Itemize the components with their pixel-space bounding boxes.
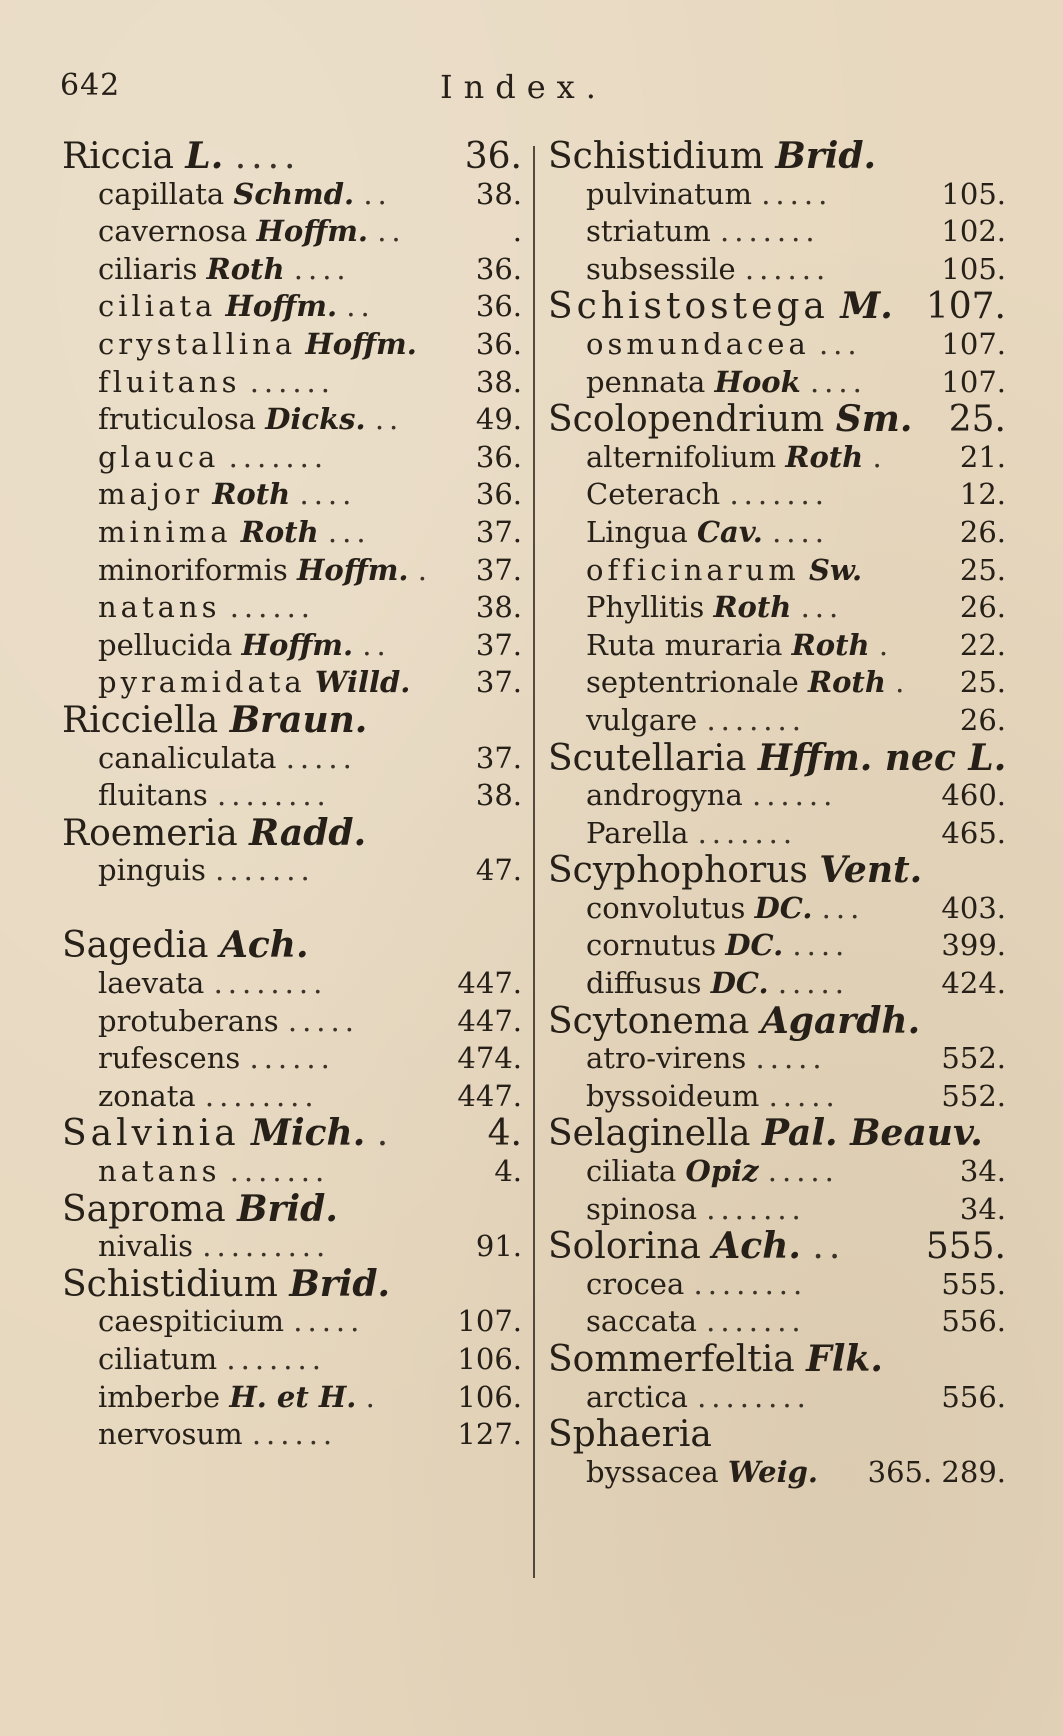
- leader-dots: ...: [818, 326, 862, 361]
- species-entry: [548, 476, 1006, 514]
- genus-entry: [62, 1112, 522, 1155]
- entry-name: androgyna: [586, 778, 743, 813]
- species-entry: [62, 777, 522, 815]
- leader-dots: ....: [809, 364, 867, 399]
- entry-page-number: 37.: [475, 627, 522, 662]
- entry-page-number: 127.: [457, 1417, 522, 1452]
- entry-author: Roth: [240, 514, 319, 549]
- entry-name: cornutus: [586, 928, 717, 963]
- entry-name: fruticulosa: [98, 402, 257, 437]
- entry-name: major: [98, 477, 204, 512]
- entry-author: Brid.: [775, 135, 877, 177]
- leader-dots: ....: [234, 136, 301, 177]
- species-entry: [62, 439, 522, 477]
- entry-author: Roth: [807, 665, 886, 700]
- entry-author: M.: [840, 285, 893, 328]
- species-entry: [548, 213, 1006, 251]
- entry-name: Roemeria: [62, 812, 238, 854]
- genus-entry: [548, 1338, 1006, 1380]
- leader-dots: ..: [362, 627, 391, 662]
- species-entry: [548, 552, 1006, 590]
- entry-author: L.: [185, 135, 224, 177]
- entry-page-number: 37.: [475, 514, 522, 549]
- leader-dots: .: [895, 665, 910, 700]
- species-entry: [548, 589, 1006, 627]
- genus-entry: [62, 811, 522, 854]
- entry-author: Dicks.: [265, 402, 366, 437]
- entry-page-number: 365. 289.: [867, 1454, 1006, 1489]
- species-entry: [62, 401, 522, 439]
- entry-name: laevata: [98, 966, 205, 1001]
- entry-page-number: 106.: [457, 1379, 522, 1414]
- entry-author: Roth: [206, 251, 285, 286]
- entry-name: Schistidium: [548, 136, 764, 177]
- entry-author: Roth: [212, 477, 291, 512]
- entry-author: DC.: [710, 966, 769, 1001]
- species-entry: [62, 1303, 522, 1341]
- entry-page-number: 447.: [457, 966, 522, 1001]
- leader-dots: .......: [228, 439, 329, 474]
- entry-name: fluitans: [98, 364, 241, 399]
- entry-page-number: 36.: [475, 251, 522, 286]
- genus-entry: [62, 698, 522, 741]
- entry-name: ciliatum: [98, 1342, 218, 1376]
- genus-entry: [548, 736, 1007, 779]
- entry-name: Salvinia: [62, 1113, 240, 1155]
- entry-name: ciliata: [98, 289, 217, 324]
- leader-dots: ...: [800, 590, 844, 625]
- entry-author: Hoffm.: [305, 326, 417, 361]
- species-entry: [62, 251, 522, 289]
- entry-name: minima: [98, 514, 232, 549]
- entry-name: nivalis: [98, 1229, 194, 1264]
- entry-name: capillata: [98, 176, 225, 211]
- entry-name: Riccia: [62, 136, 174, 177]
- entry-page-number: 36.: [475, 326, 522, 361]
- leader-dots: .......: [706, 1304, 806, 1339]
- entry-author: Schmd.: [233, 176, 355, 211]
- species-entry: [62, 1341, 522, 1379]
- species-entry: [62, 326, 522, 364]
- species-entry: [548, 1078, 1006, 1116]
- leader-dots: ........: [697, 1379, 811, 1414]
- species-entry: [62, 1379, 522, 1417]
- genus-entry: [548, 1112, 1006, 1155]
- entry-page-number: 556.: [941, 1379, 1006, 1414]
- entry-name: pyramidata: [98, 665, 306, 700]
- species-entry: [62, 176, 522, 214]
- entry-name: officinarum: [586, 552, 800, 587]
- species-entry: [62, 740, 522, 778]
- entry-page-number: 38.: [475, 176, 522, 211]
- genus-entry: [62, 924, 522, 967]
- entry-name: natans: [98, 1154, 221, 1189]
- entry-name: crocea: [586, 1266, 685, 1301]
- entry-author: Sw.: [808, 552, 863, 587]
- entry-author: Ach.: [712, 1225, 801, 1268]
- leader-dots: .....: [755, 1041, 827, 1076]
- leader-dots: .....: [768, 1078, 840, 1113]
- entry-page-number: 34.: [959, 1154, 1006, 1189]
- entry-page-number: 552.: [941, 1041, 1006, 1076]
- species-entry: [62, 1228, 522, 1266]
- entry-author: Hffm. nec L.: [757, 736, 1007, 779]
- entry-name: imberbe: [98, 1379, 221, 1414]
- entry-page-number: 34.: [959, 1191, 1006, 1226]
- entry-name: Schistostega: [548, 286, 829, 328]
- entry-name: pennata: [586, 364, 706, 399]
- entry-page-number: 12.: [959, 477, 1006, 512]
- entry-name: septentrionale: [586, 665, 799, 700]
- species-entry: [548, 1303, 1006, 1341]
- entry-name: Solorina: [548, 1226, 701, 1268]
- entry-page-number: 106.: [457, 1342, 522, 1376]
- entry-author: Roth: [791, 627, 870, 662]
- entry-page-number: 37.: [475, 552, 522, 587]
- entry-name: pulvinatum: [586, 176, 752, 211]
- genus-entry: [548, 999, 1006, 1042]
- species-entry: [62, 1078, 522, 1116]
- species-entry: [62, 288, 522, 326]
- leader-dots: .......: [697, 815, 798, 850]
- index-column-right: [548, 135, 1007, 1491]
- entry-author: Radd.: [249, 811, 367, 854]
- entry-author: DC.: [754, 890, 813, 925]
- entry-author: Sm.: [835, 398, 913, 441]
- entry-name: Scutellaria: [548, 737, 747, 779]
- leader-dots: ....: [772, 514, 829, 549]
- leader-dots: .......: [729, 477, 829, 512]
- leader-dots: ..: [346, 289, 375, 324]
- leader-dots: .......: [720, 214, 820, 249]
- entry-author: Hoffm.: [241, 627, 354, 662]
- entry-name: glauca: [98, 439, 220, 474]
- entry-page-number: 107.: [925, 286, 1006, 328]
- entry-page-number: 105.: [941, 251, 1006, 286]
- species-entry: [62, 852, 522, 890]
- species-entry: [62, 213, 522, 251]
- entry-name: ciliaris: [98, 251, 198, 286]
- leader-dots: ......: [251, 1417, 338, 1452]
- entry-name: nervosum: [98, 1417, 243, 1452]
- entry-name: canaliculata: [98, 740, 277, 775]
- entry-name: Schistidium: [62, 1263, 278, 1305]
- entry-page-number: 49.: [475, 402, 522, 437]
- index-column-left: [62, 135, 522, 1454]
- entry-name: Phyllitis: [586, 590, 705, 625]
- leader-dots: ........: [693, 1266, 808, 1301]
- species-entry: [548, 1191, 1006, 1229]
- entry-page-number: 21.: [959, 439, 1006, 474]
- leader-dots: ..: [374, 402, 404, 437]
- species-entry: [62, 514, 522, 552]
- leader-dots: ..: [812, 1226, 846, 1268]
- blank-line: [62, 890, 522, 928]
- leader-dots: .: [878, 627, 894, 662]
- entry-page-number: 91.: [475, 1229, 522, 1264]
- leader-dots: ...: [821, 890, 865, 925]
- species-entry: [548, 1040, 1006, 1078]
- entry-author: Weig.: [727, 1454, 818, 1489]
- genus-entry: [548, 285, 1006, 328]
- entry-page-number: .: [512, 214, 522, 249]
- entry-page-number: 26.: [959, 590, 1006, 625]
- entry-page-number: 36.: [475, 289, 522, 324]
- entry-name: byssoideum: [586, 1078, 760, 1113]
- entry-page-number: 37.: [475, 665, 522, 700]
- entry-author: Agardh.: [760, 999, 921, 1042]
- entry-page-number: 447.: [457, 1003, 522, 1038]
- entry-name: Sphaeria: [548, 1414, 712, 1456]
- leader-dots: ....: [299, 477, 357, 512]
- genus-entry: [548, 849, 1006, 892]
- leader-dots: ...: [327, 514, 371, 549]
- species-entry: [548, 890, 1006, 928]
- entry-author: Roth: [785, 439, 864, 474]
- leader-dots: ......: [752, 778, 838, 813]
- entry-name: striatum: [586, 214, 711, 249]
- entry-page-number: 26.: [959, 702, 1006, 737]
- entry-name: subsessile: [586, 251, 736, 286]
- entry-name: atro-virens: [586, 1041, 747, 1076]
- page-number: 642: [60, 68, 121, 103]
- species-entry: [62, 589, 522, 627]
- species-entry: [62, 1416, 522, 1454]
- leader-dots: ....: [792, 928, 850, 963]
- entry-page-number: 447.: [457, 1078, 522, 1113]
- leader-dots: ........: [217, 778, 331, 813]
- entry-name: fluitans: [98, 778, 208, 813]
- entry-page-number: 38.: [475, 590, 522, 625]
- entry-author: Opiz: [685, 1154, 759, 1189]
- entry-author: Brid.: [289, 1262, 391, 1305]
- leader-dots: .....: [287, 1003, 359, 1038]
- species-entry: [62, 965, 522, 1003]
- entry-name: natans: [98, 590, 221, 625]
- leader-dots: .......: [226, 1342, 326, 1376]
- species-entry: [548, 702, 1006, 740]
- species-entry: [548, 627, 1006, 665]
- genus-entry: [548, 1416, 1006, 1454]
- species-entry: [548, 1153, 1006, 1191]
- entry-page-number: 552.: [941, 1078, 1006, 1113]
- genus-entry: [548, 1225, 1006, 1268]
- species-entry: [62, 627, 522, 665]
- leader-dots: .......: [229, 1154, 330, 1189]
- entry-name: minoriformis: [98, 552, 288, 587]
- entry-page-number: 399.: [941, 928, 1006, 963]
- species-entry: [548, 965, 1006, 1003]
- entry-name: ciliata: [586, 1154, 677, 1189]
- genus-entry: [548, 398, 1006, 441]
- leader-dots: ........: [213, 966, 328, 1001]
- species-entry: [62, 1040, 522, 1078]
- leader-dots: .: [376, 1113, 394, 1155]
- entry-author: Willd.: [314, 665, 411, 700]
- leader-dots: ..: [363, 176, 392, 211]
- species-entry: [62, 1153, 522, 1191]
- species-entry: [62, 364, 522, 402]
- entry-page-number: 107.: [941, 326, 1006, 361]
- page-header: [0, 68, 1063, 112]
- entry-author: Vent.: [819, 849, 923, 892]
- entry-name: Scytonema: [548, 1000, 750, 1042]
- leader-dots: .: [417, 552, 432, 587]
- entry-page-number: 465.: [941, 815, 1006, 850]
- entry-author: Braun.: [229, 698, 368, 741]
- leader-dots: ......: [249, 364, 335, 399]
- entry-page-number: 107.: [457, 1304, 522, 1339]
- entry-author: Mich.: [251, 1112, 366, 1155]
- entry-name: arctica: [586, 1379, 688, 1414]
- species-entry: [62, 664, 522, 702]
- entry-page-number: 107.: [941, 364, 1006, 399]
- entry-author: Pal. Beauv.: [761, 1112, 983, 1155]
- species-entry: [62, 476, 522, 514]
- running-title: Index.: [440, 68, 607, 106]
- entry-name: saccata: [586, 1304, 697, 1339]
- entry-author: DC.: [725, 928, 784, 963]
- entry-page-number: 556.: [941, 1304, 1006, 1339]
- species-entry: [548, 326, 1006, 364]
- entry-page-number: 36.: [464, 136, 522, 177]
- leader-dots: .....: [761, 176, 833, 211]
- entry-name: crystallina: [98, 326, 297, 361]
- leader-dots: .......: [706, 1191, 806, 1226]
- species-entry: [548, 1379, 1006, 1417]
- entry-page-number: 460.: [941, 778, 1006, 813]
- species-entry: [548, 176, 1006, 214]
- species-entry: [548, 439, 1006, 477]
- genus-entry: [548, 135, 1006, 177]
- entry-author: Hoffm.: [296, 552, 409, 587]
- entry-page-number: 102.: [941, 214, 1006, 249]
- entry-page-number: 424.: [941, 966, 1006, 1001]
- leader-dots: ....: [293, 251, 351, 286]
- entry-name: alternifolium: [586, 439, 777, 474]
- entry-name: pinguis: [98, 853, 206, 888]
- species-entry: [548, 364, 1006, 402]
- column-divider: [533, 146, 535, 1578]
- entry-name: Ricciella: [62, 699, 219, 741]
- entry-name: byssacea: [586, 1454, 719, 1489]
- species-entry: [548, 1454, 1006, 1492]
- entry-name: spinosa: [586, 1191, 698, 1226]
- entry-name: Selaginella: [548, 1113, 751, 1155]
- entry-page-number: 403.: [941, 890, 1006, 925]
- entry-author: H. et H.: [229, 1379, 357, 1414]
- leader-dots: ........: [204, 1078, 319, 1113]
- entry-author: Hook: [714, 364, 801, 399]
- genus-entry: [62, 1262, 522, 1305]
- entry-name: Parella: [586, 815, 689, 850]
- entry-name: Scolopendrium: [548, 399, 825, 441]
- leader-dots: .: [872, 439, 887, 474]
- entry-page-number: 4.: [487, 1113, 522, 1155]
- leader-dots: .........: [202, 1229, 331, 1264]
- entry-name: osmundacea: [586, 326, 810, 361]
- species-entry: [62, 552, 522, 590]
- entry-page-number: 26.: [959, 514, 1006, 549]
- entry-author: Hoffm.: [225, 289, 338, 324]
- entry-name: Saproma: [62, 1188, 226, 1230]
- entry-author: Flk.: [806, 1338, 883, 1380]
- genus-entry: [62, 1187, 522, 1230]
- entry-page-number: 36.: [475, 477, 522, 512]
- entry-page-number: 47.: [475, 853, 522, 888]
- entry-name: zonata: [98, 1078, 196, 1113]
- entry-author: Ach.: [219, 924, 309, 967]
- entry-name: cavernosa: [98, 214, 248, 249]
- species-entry: [548, 777, 1006, 815]
- leader-dots: ......: [229, 590, 316, 625]
- entry-author: Brid.: [237, 1187, 338, 1230]
- entry-page-number: 25.: [948, 399, 1006, 441]
- entry-page-number: 22.: [959, 627, 1006, 662]
- leader-dots: ......: [249, 1041, 335, 1076]
- entry-page-number: 25.: [959, 552, 1006, 587]
- entry-name: pellucida: [98, 627, 233, 662]
- entry-page-number: 4.: [494, 1154, 522, 1189]
- leader-dots: .......: [706, 702, 806, 737]
- species-entry: [62, 1003, 522, 1041]
- leader-dots: ......: [744, 251, 831, 286]
- species-entry: [548, 514, 1006, 552]
- entry-page-number: 38.: [475, 778, 522, 813]
- leader-dots: .....: [293, 1304, 365, 1339]
- leader-dots: ..: [377, 214, 406, 249]
- species-entry: [548, 251, 1006, 289]
- entry-page-number: 25.: [959, 665, 1006, 700]
- species-entry: [548, 927, 1006, 965]
- entry-name: Ruta muraria: [586, 627, 783, 662]
- genus-entry: [62, 135, 522, 177]
- entry-name: Sommerfeltia: [548, 1339, 795, 1380]
- leader-dots: .....: [777, 966, 849, 1001]
- entry-name: rufescens: [98, 1041, 241, 1076]
- entry-author: Hoffm.: [256, 214, 368, 249]
- entry-page-number: 555.: [941, 1266, 1006, 1301]
- entry-name: Scyphophorus: [548, 850, 808, 892]
- entry-name: Sagedia: [62, 925, 209, 967]
- leader-dots: .: [365, 1379, 380, 1414]
- entry-name: vulgare: [586, 702, 698, 737]
- leader-dots: .....: [767, 1154, 839, 1189]
- species-entry: [548, 1266, 1006, 1304]
- entry-name: Lingua: [586, 514, 688, 549]
- entry-author: Roth: [713, 590, 792, 625]
- species-entry: [548, 815, 1006, 853]
- leader-dots: .....: [285, 740, 357, 775]
- entry-name: diffusus: [586, 966, 702, 1001]
- leader-dots: .......: [215, 853, 315, 888]
- entry-name: Ceterach: [586, 477, 721, 512]
- entry-page-number: 37.: [475, 740, 522, 775]
- entry-page-number: 36.: [475, 439, 522, 474]
- entry-name: protuberans: [98, 1003, 279, 1038]
- entry-page-number: 555.: [925, 1226, 1006, 1268]
- entry-name: convolutus: [586, 890, 746, 925]
- species-entry: [548, 664, 1006, 702]
- entry-name: caespiticium: [98, 1304, 285, 1339]
- entry-page-number: 38.: [475, 364, 522, 399]
- entry-page-number: 105.: [941, 176, 1006, 211]
- entry-page-number: 474.: [457, 1041, 522, 1076]
- entry-author: Cav.: [696, 514, 763, 549]
